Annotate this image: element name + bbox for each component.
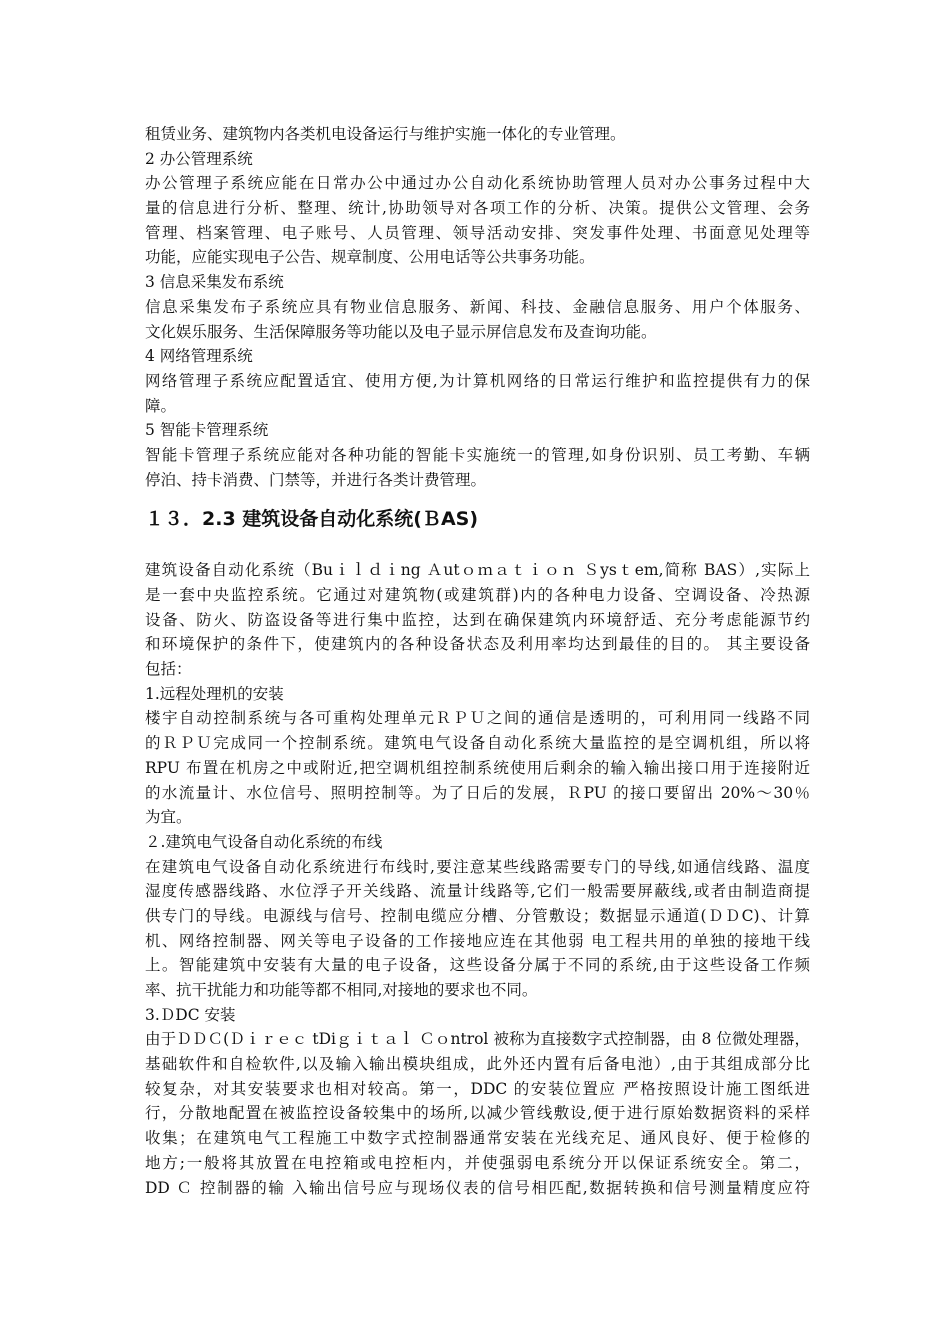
text-line: 建筑设备自动化系统（Buｉｌｄｉng Ａutｏｍａｔｉｏｎ Ｓysｔem,简称 BAS）,实际上 [145,561,810,580]
bottom-section [145,558,810,1200]
text-line: 文化娱乐服务、生活保障服务等功能以及电子显示屏信息发布及查询功能。 [145,322,657,341]
top-section [145,122,810,492]
text-line: 供专门的导线。电源线与信号、控制电缆应分槽、分管敷设；数据显示通道(ＤＤC)、计算 [145,906,810,925]
text-line: 量的信息进行分析、整理、统计,协助领导对各项工作的分析、决策。提供公文管理、会务 [145,199,810,218]
text-line: 功能，应能实现电子公告、规章制度、公用电话等公共事务功能。 [145,248,595,267]
text-line: 收集；在建筑电气工程施工中数字式控制器通常安装在光线充足、通风良好、便于检修的 [145,1129,810,1148]
text-line: RPU 布置在机房之中或附近,把空调机组控制系统使用后剩余的输入输出接口用于连接附近 [145,758,810,777]
text-line: 较复杂，对其安装要求也相对较高。第一，DDC 的安装位置应 严格按照设计施工图纸进 [145,1079,810,1098]
text-line: 在建筑电气设备自动化系统进行布线时,要注意某些线路需要专门的导线,如通信线路、温度 [145,857,810,876]
text-line: 和环境保护的条件下，使建筑内的各种设备状态及利用率均达到最佳的目的。 其主要设备 [145,635,810,654]
document-page [145,122,810,1200]
text-line: 智能卡管理子系统应能对各种功能的智能卡实施统一的管理,如身份识别、员工考勤、车辆 [145,445,810,464]
text-line: 上。智能建筑中安装有大量的电子设备，这些设备分属于不同的系统,由于这些设备工作频 [145,956,810,975]
section-title-office: 2 办公管理系统 [145,149,253,168]
section-title-info: 3 信息采集发布系统 [145,273,284,292]
text-line: 办公管理子系统应能在日常办公中通过办公自动化系统协助管理人员对办公事务过程中大 [145,174,810,193]
text-line: 楼宇自动控制系统与各可重构处理单元ＲＰＵ之间的通信是透明的，可利用同一线路不同 [145,709,810,728]
text-line: 的ＲＰＵ完成同一个控制系统。建筑电气设备自动化系统大量监控的是空调机组，所以将 [145,734,810,753]
text-line: 是一套中央监控系统。它通过对建筑物(或建筑群)内的各种电力设备、空调设备、冷热源 [145,586,810,604]
subsection-title-wiring: ２.建筑电气设备自动化系统的布线 [145,832,383,851]
text-line: 租赁业务、建筑物内各类机电设备运行与维护实施一体化的专业管理。 [145,125,626,143]
section-heading: １３．2.3 建筑设备自动化系统(ＢAS) [145,508,479,531]
text-line: 停泊、持卡消费、门禁等，并进行各类计费管理。 [145,470,487,489]
text-line: 湿度传感器线路、水位浮子开关线路、流量计线路等,它们一般需要屏蔽线,或者由制造商提 [145,882,810,901]
text-line: 由于ＤＤＣ(Ｄｉｒｅｃ tDiｇｉｔａｌ Ｃｏntrol 被称为直接数字式控制器，由 8 位微处理器， [145,1030,810,1049]
subsection-title-rpu: 1.远程处理机的安装 [145,684,284,703]
text-line: 设备、防火、防盗设备等进行集中监控，达到在确保建筑内环境舒适、充分考虑能源节约 [145,610,810,629]
text-line: 率、抗干扰能力和功能等都不相同,对接地的要求也不同。 [145,981,538,999]
text-line: 障。 [145,396,177,415]
text-line: 为宜。 [145,808,192,827]
subsection-title-ddc: 3.ＤDC 安装 [145,1005,236,1024]
section-title-smartcard: 5 智能卡管理系统 [145,421,269,440]
text-line: DD Ｃ 控制器的输 入输出信号应与现场仪表的信号相匹配,数据转换和信号测量精度应符 [145,1178,810,1197]
text-line: 信息采集发布子系统应具有物业信息服务、新闻、科技、金融信息服务、用户个体服务、 [145,297,810,316]
text-line: 的水流量计、水位信号、照明控制等。为了日后的发展，ＲPU 的接口要留出 20%～30％ [145,783,810,802]
text-line: 机、网络控制器、网关等电子设备的工作接地应连在其他弱 电工程共用的单独的接地干线 [145,931,810,950]
text-line: 地方;一般将其放置在电控箱或电控柜内，并使强弱电系统分开以保证系统安全。第二， [145,1153,810,1172]
text-line: 行，分散地配置在被监控设备较集中的场所,以减少管线敷设,便于进行原始数据资料的采样 [145,1104,810,1123]
text-line: 管理、档案管理、电子账号、人员管理、领导活动安排、突发事件处理、书面意见处理等 [145,223,810,242]
text-line: 网络管理子系统应配置适宜、使用方便,为计算机网络的日常运行维护和监控提供有力的保 [145,371,810,390]
text-line: 基础软件和自检软件,以及输入输出模块组成，此外还内置有后备电池）,由于其组成部分比 [145,1055,810,1074]
section-title-network: 4 网络管理系统 [145,347,253,366]
text-line: 包括： [145,660,192,679]
